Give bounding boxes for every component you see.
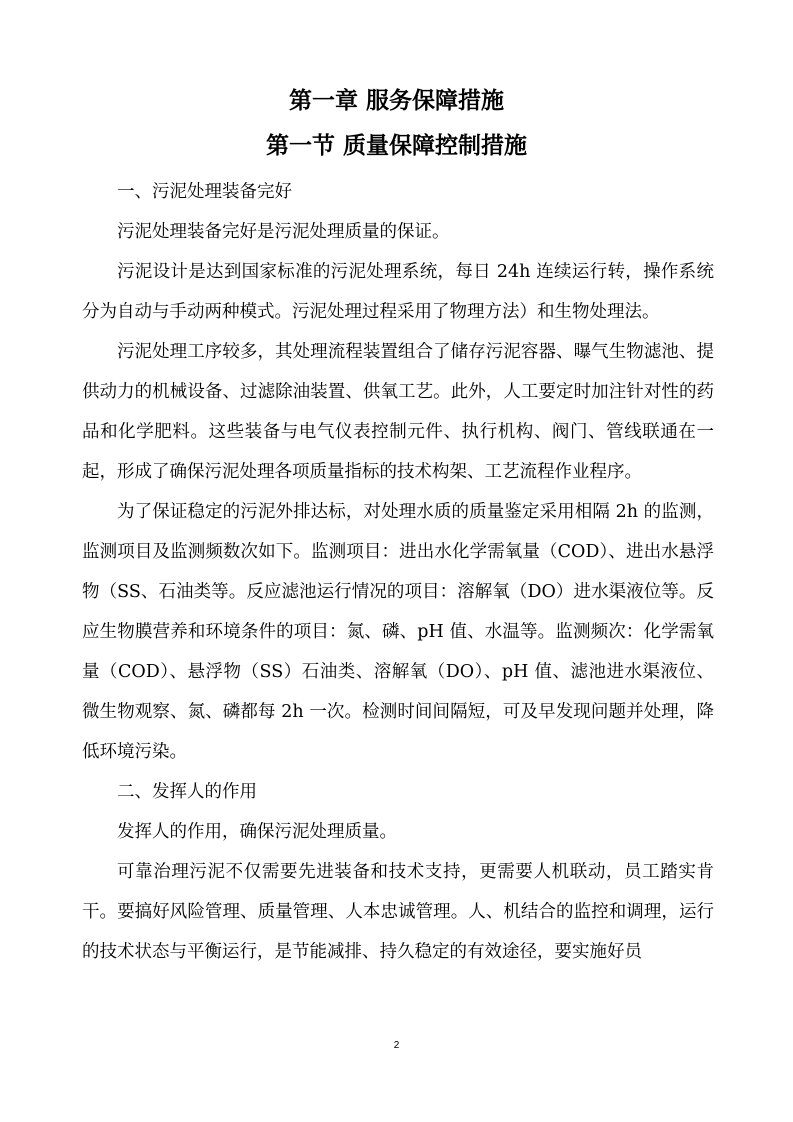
section-title: 第一节 质量保障控制措施 bbox=[265, 132, 527, 159]
page-number: 2 bbox=[393, 1040, 400, 1051]
subheading-2: 二、发挥人的作用 bbox=[117, 782, 257, 802]
paragraph: 污泥设计是达到国家标准的污泥处理系统，每日 24h 连续运行转，操作系统分为自动与手动两种模式。污泥处理过程采用了物理方法）和生物处理法。 bbox=[82, 262, 714, 322]
paragraph: 为了保证稳定的污泥外排达标，对处理水质的质量鉴定采用相隔 2h 的监测，监测项目及监测频数次如下。监测项目：进出水化学需氧量（COD）、进出水悬浮物（SS、石油类等。反应滤池运行情况的项目：溶解氧（DO）进水渠液位等。反应生物膜营养和环境条件的项目：氮、磷、pH 值、水温等。监测频次：化学需氧量（COD）、悬浮物（SS）石油类、溶解氧（DO）、pH 值、滤池进水渠液位、微生物观察、氮、磷都每 2h 一次。检测时间间隔短，可及早发现问题并处理，降低环境污染。 bbox=[82, 502, 714, 762]
paragraph: 污泥处理工序较多，其处理流程装置组合了储存污泥容器、曝气生物滤池、提供动力的机械设备、过滤除油装置、供氧工艺。此外，人工要定时加注针对性的药品和化学肥料。这些装备与电气仪表控制元件、执行机构、阀门、管线联通在一起，形成了确保污泥处理各项质量指标的技术构架、工艺流程作业程序。 bbox=[82, 342, 714, 482]
body-text bbox=[82, 172, 714, 972]
paragraph: 发挥人的作用，确保污泥处理质量。 bbox=[117, 822, 397, 842]
paragraph: 可靠治理污泥不仅需要先进装备和技术支持，更需要人机联动，员工踏实肯干。要搞好风险管理、质量管理、人本忠诚管理。人、机结合的监控和调理，运行的技术状态与平衡运行，是节能减排、持久稳定的有效途径，要实施好员 bbox=[82, 862, 714, 962]
paragraph: 污泥处理装备完好是污泥处理质量的保证。 bbox=[117, 222, 450, 242]
chapter-title: 第一章 服务保障措施 bbox=[288, 87, 504, 114]
subheading-1: 一、污泥处理装备完好 bbox=[117, 182, 292, 202]
